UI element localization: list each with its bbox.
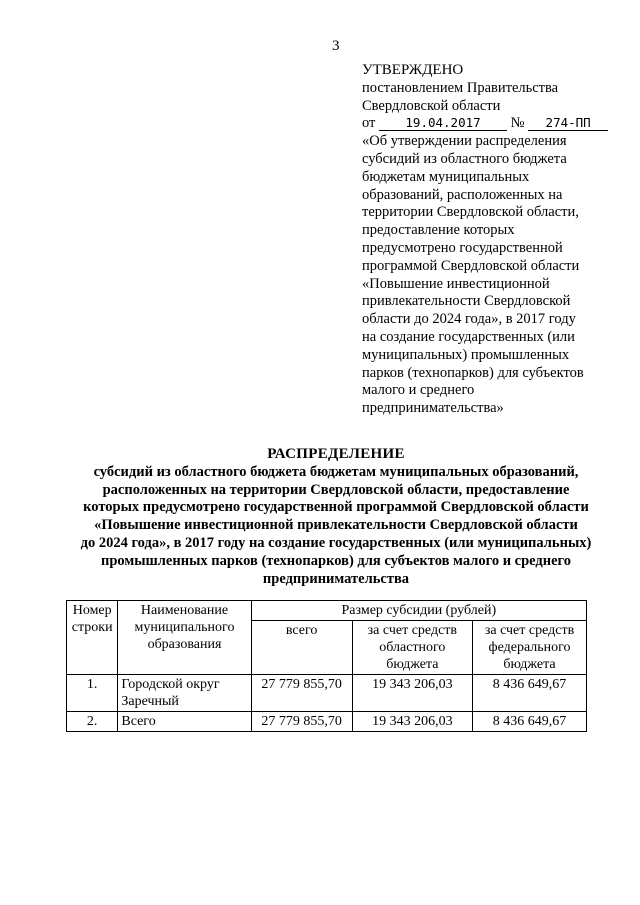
row-name: Городской округ Заречный [118,675,251,712]
row-total: 27 779 855,70 [251,675,352,712]
resolution-line: предусмотрено государственной [362,239,563,256]
resolution-line: территории Свердловской области, [362,204,579,221]
document-title [60,446,612,588]
header-total: всего [251,621,352,675]
resolution-line: программой Свердловской области [362,257,580,274]
header-number: Номер строки [67,601,118,675]
header-regional: за счет средств областного бюджета [352,621,472,675]
table-row [67,675,587,712]
row-federal: 8 436 649,67 [473,675,587,712]
row-name: Всего [118,712,251,732]
resolution-line: бюджетам муниципальных [362,168,530,185]
header-federal: за счет средств федерального бюджета [473,621,587,675]
resolution-line: муниципальных) промышленных [362,346,570,363]
resolution-line: малого и среднего [362,382,475,399]
resolution-line: привлекательности Свердловской [362,293,571,310]
approval-block [362,62,620,418]
title-heading: РАСПРЕДЕЛЕНИЕ [267,446,405,462]
resolution-line: предпринимательства» [362,400,504,417]
title-line: предпринимательства [262,570,410,587]
resolution-line: парков (технопарков) для субъектов [362,364,584,381]
header-name: Наименование муниципального образования [118,601,251,675]
resolution-line: на создание государственных (или [362,328,575,345]
resolution-line: «Повышение инвестиционной [362,275,550,292]
row-total: 27 779 855,70 [251,712,352,732]
title-line: расположенных на территории Свердловской области, предоставление [102,481,570,498]
approval-date-line [362,115,620,133]
approved-label: УТВЕРЖДЕНО [362,62,464,78]
row-regional: 19 343 206,03 [352,712,472,732]
approval-line-1: постановлением Правительства [362,79,559,96]
header-subsidy-group: Размер субсидии (рублей) [251,601,586,621]
title-line: субсидий из областного бюджета бюджетам муниципальных образований, [93,463,579,480]
from-label: от [362,115,376,132]
approval-line-2: Свердловской области [362,97,501,114]
row-number: 2. [67,712,118,732]
distribution-table [66,600,587,732]
resolution-line: «Об утверждении распределения [362,133,567,150]
table-header-row [67,601,587,621]
resolution-line: предоставление которых [362,222,515,239]
row-regional: 19 343 206,03 [352,675,472,712]
approval-date-field: 19.04.2017 [379,115,507,131]
title-line: промышленных парков (технопарков) для субъектов малого и среднего [100,552,572,569]
title-line: которых предусмотрено государственной программой Свердловской области [83,499,589,516]
page-number: 3 [332,38,340,54]
resolution-line: области до 2024 года», в 2017 году [362,311,576,328]
resolution-line: субсидий из областного бюджета [362,150,567,167]
title-line: до 2024 года», в 2017 году на создание государственных (или муниципальных) [80,534,592,551]
number-label: № [510,115,525,132]
approval-number-field: 274-ПП [528,115,608,131]
row-federal: 8 436 649,67 [473,712,587,732]
table-row [67,712,587,732]
title-line: «Повышение инвестиционной привлекательности Свердловской области [94,517,578,534]
resolution-line: образований, расположенных на [362,186,563,203]
row-number: 1. [67,675,118,712]
